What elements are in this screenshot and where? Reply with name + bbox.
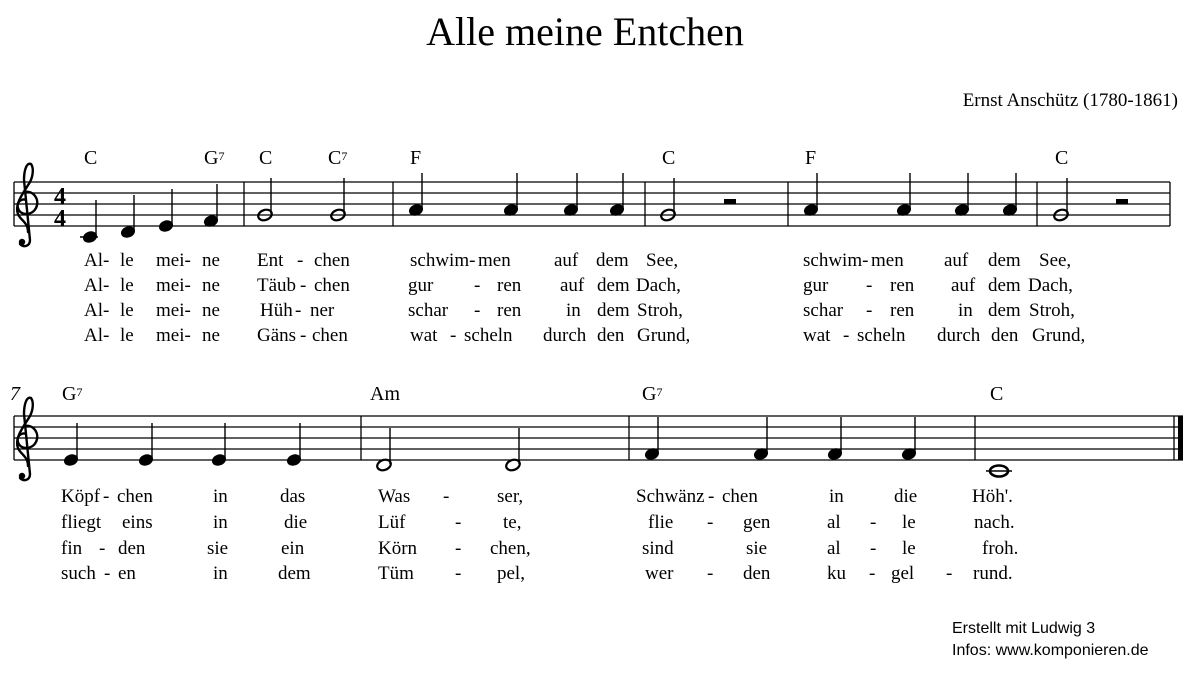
lyric-syllable: wat	[803, 325, 831, 346]
lyric-syllable: le	[120, 275, 134, 296]
chord-4: $C^7$	[328, 147, 348, 169]
lyric-syllable: den	[118, 538, 146, 559]
lyric-syllable: dem	[988, 300, 1021, 321]
lyric-syllable: -	[300, 325, 307, 346]
lyric-syllable: dem	[278, 563, 311, 584]
bar-number: 7	[10, 383, 20, 405]
time-signature-top: 4	[54, 184, 66, 210]
composer: Ernst Anschütz (1780-1861)	[962, 90, 1178, 111]
lyric-syllable: flie	[648, 512, 674, 533]
lyric-syllable: Al-	[84, 275, 110, 296]
lyric-syllable: -	[843, 325, 850, 346]
staff-system-1	[14, 182, 1170, 226]
lyric-syllable: Köpf	[61, 486, 101, 507]
lyric-syllable: mei-	[156, 250, 191, 271]
lyric-syllable: Schwänz	[636, 486, 705, 507]
lyric-syllable: men	[478, 250, 511, 271]
lyric-syllable: das	[280, 486, 306, 507]
lyric-syllable: ne	[202, 250, 220, 271]
lyric-syllable: ser,	[497, 486, 524, 507]
lyric-syllable: Stroh,	[637, 300, 683, 321]
lyric-syllable: -	[295, 300, 302, 321]
lyric-syllable: See,	[646, 250, 679, 271]
lyric-syllable: ne	[202, 325, 220, 346]
lyric-syllable: sie	[207, 538, 229, 559]
lyric-syllable: fliegt	[61, 512, 102, 533]
song-title: Alle meine Entchen	[426, 9, 744, 54]
lyric-syllable: ren	[497, 275, 522, 296]
chord-11: $G^7$	[642, 383, 663, 405]
lyric-syllable: auf	[560, 275, 585, 296]
lyric-syllable: in	[829, 486, 844, 507]
lyric-syllable: dem	[596, 250, 629, 271]
lyric-syllable: gen	[743, 512, 771, 533]
lyric-syllable: -	[870, 538, 877, 559]
lyric-syllable: wer	[645, 563, 674, 584]
lyric-syllable: chen	[117, 486, 153, 507]
chord-1: C	[84, 147, 98, 169]
lyric-syllable: ren	[890, 275, 915, 296]
lyric-syllable: such	[61, 563, 96, 584]
lyric-syllable: le	[120, 325, 134, 346]
lyric-syllable: Was	[378, 486, 411, 507]
lyric-syllable: -	[103, 486, 110, 507]
lyric-syllable: auf	[554, 250, 579, 271]
lyric-syllable: -	[297, 250, 304, 271]
lyric-syllable: Ent	[257, 250, 284, 271]
lyric-syllable: ren	[890, 300, 915, 321]
lyric-syllable: -	[866, 275, 873, 296]
chord-9: $G^7$	[62, 383, 83, 405]
lyric-syllable: scheln	[857, 325, 906, 346]
lyric-syllable: auf	[944, 250, 969, 271]
time-signature-bottom: 4	[54, 206, 66, 232]
lyric-syllable: in	[213, 563, 228, 584]
lyric-syllable: mei-	[156, 300, 191, 321]
lyric-syllable: scheln	[464, 325, 513, 346]
notes-system-1	[80, 173, 1128, 244]
lyric-syllable: le	[120, 300, 134, 321]
lyric-syllable: in	[213, 486, 228, 507]
lyric-syllable: durch	[937, 325, 981, 346]
notes-system-2	[63, 417, 1012, 477]
lyric-syllable: Grund,	[637, 325, 691, 346]
chord-2: $G^7$	[204, 147, 225, 169]
lyric-syllable: men	[871, 250, 904, 271]
lyric-syllable: mei-	[156, 325, 191, 346]
lyric-syllable: sie	[746, 538, 768, 559]
lyric-syllable: le	[120, 250, 134, 271]
lyric-syllable: gel	[891, 563, 915, 584]
lyric-syllable: Al-	[84, 325, 110, 346]
chord-3: C	[259, 147, 273, 169]
lyric-syllable: en	[118, 563, 136, 584]
lyric-syllable: dem	[597, 300, 630, 321]
lyric-syllable: nach.	[974, 512, 1015, 533]
lyric-syllable: -	[866, 300, 873, 321]
lyric-syllable: -	[300, 275, 307, 296]
lyric-syllable: Körn	[378, 538, 418, 559]
treble-clef-icon-2	[17, 398, 37, 480]
lyric-syllable: -	[455, 563, 462, 584]
lyric-syllable: gur	[803, 275, 829, 296]
lyric-syllable: See,	[1039, 250, 1072, 271]
treble-clef-icon	[17, 164, 37, 246]
lyric-syllable: den	[597, 325, 625, 346]
lyric-syllable: in	[958, 300, 973, 321]
lyric-syllable: die	[284, 512, 308, 533]
lyric-syllable: ner	[310, 300, 335, 321]
lyric-syllable: ne	[202, 300, 220, 321]
chord-5: F	[410, 147, 422, 169]
lyric-syllable: -	[707, 563, 714, 584]
lyric-syllable: fin	[61, 538, 83, 559]
lyric-syllable: -	[450, 325, 457, 346]
lyric-syllable: al	[827, 538, 841, 559]
lyric-syllable: Lüf	[378, 512, 406, 533]
footer-credit: Erstellt mit Ludwig 3	[952, 620, 1096, 637]
lyric-syllable: Al-	[84, 250, 110, 271]
lyric-syllable: -	[946, 563, 953, 584]
lyric-syllable: le	[902, 538, 916, 559]
lyric-syllable: eins	[122, 512, 153, 533]
lyric-syllable: in	[213, 512, 228, 533]
chord-6: C	[662, 147, 676, 169]
lyric-syllable: -	[455, 538, 462, 559]
lyric-syllable: -	[474, 300, 481, 321]
lyric-syllable: -	[707, 512, 714, 533]
lyric-syllable: froh.	[982, 538, 1019, 559]
lyric-syllable: rund.	[973, 563, 1013, 584]
staff-system-2	[14, 416, 1183, 460]
lyric-syllable: Hüh	[260, 300, 293, 321]
lyric-syllable: Täub	[257, 275, 297, 296]
lyric-syllable: dem	[988, 250, 1021, 271]
lyric-syllable: schar	[408, 300, 449, 321]
lyric-syllable: den	[743, 563, 771, 584]
chord-7: F	[805, 147, 817, 169]
lyric-syllable: dem	[597, 275, 630, 296]
lyric-syllable: in	[566, 300, 581, 321]
lyric-syllable: -	[708, 486, 715, 507]
lyric-syllable: chen	[314, 250, 350, 271]
lyric-syllable: durch	[543, 325, 587, 346]
lyric-syllable: ku	[827, 563, 846, 584]
lyric-syllable: Stroh,	[1029, 300, 1075, 321]
lyric-syllable: ne	[202, 275, 220, 296]
chord-12: C	[990, 383, 1004, 405]
lyric-syllable: chen	[312, 325, 348, 346]
lyric-syllable: chen,	[490, 538, 531, 559]
footer-website: Infos: www.komponieren.de	[952, 642, 1149, 659]
lyric-syllable: te,	[503, 512, 522, 533]
lyric-syllable: ein	[281, 538, 305, 559]
lyric-syllable: schwim-	[410, 250, 476, 271]
lyric-syllable: -	[104, 563, 111, 584]
lyric-syllable: -	[474, 275, 481, 296]
lyric-syllable: Dach,	[1028, 275, 1073, 296]
lyric-syllable: dem	[988, 275, 1021, 296]
lyric-syllable: auf	[951, 275, 976, 296]
lyric-syllable: Tüm	[378, 563, 414, 584]
lyric-syllable: mei-	[156, 275, 191, 296]
lyric-syllable: ren	[497, 300, 522, 321]
lyric-syllable: Grund,	[1032, 325, 1086, 346]
lyric-syllable: -	[99, 538, 106, 559]
lyric-syllable: le	[902, 512, 916, 533]
lyric-syllable: Al-	[84, 300, 110, 321]
lyric-syllable: chen	[314, 275, 350, 296]
chord-8: C	[1055, 147, 1069, 169]
lyric-syllable: chen	[722, 486, 758, 507]
lyric-syllable: Dach,	[636, 275, 681, 296]
lyric-syllable: -	[455, 512, 462, 533]
lyric-syllable: schar	[803, 300, 844, 321]
lyric-syllable: Gäns	[257, 325, 297, 346]
lyric-syllable: Höh'.	[972, 486, 1013, 507]
chord-10: Am	[370, 383, 400, 405]
lyric-syllable: sind	[642, 538, 674, 559]
lyric-syllable: -	[869, 563, 876, 584]
lyric-syllable: die	[894, 486, 918, 507]
lyric-syllable: wat	[410, 325, 438, 346]
lyric-syllable: -	[443, 486, 450, 507]
lyric-syllable: pel,	[497, 563, 525, 584]
lyric-syllable: -	[870, 512, 877, 533]
lyric-syllable: gur	[408, 275, 434, 296]
lyric-syllable: den	[991, 325, 1019, 346]
lyric-syllable: al	[827, 512, 841, 533]
lyric-syllable: schwim-	[803, 250, 869, 271]
